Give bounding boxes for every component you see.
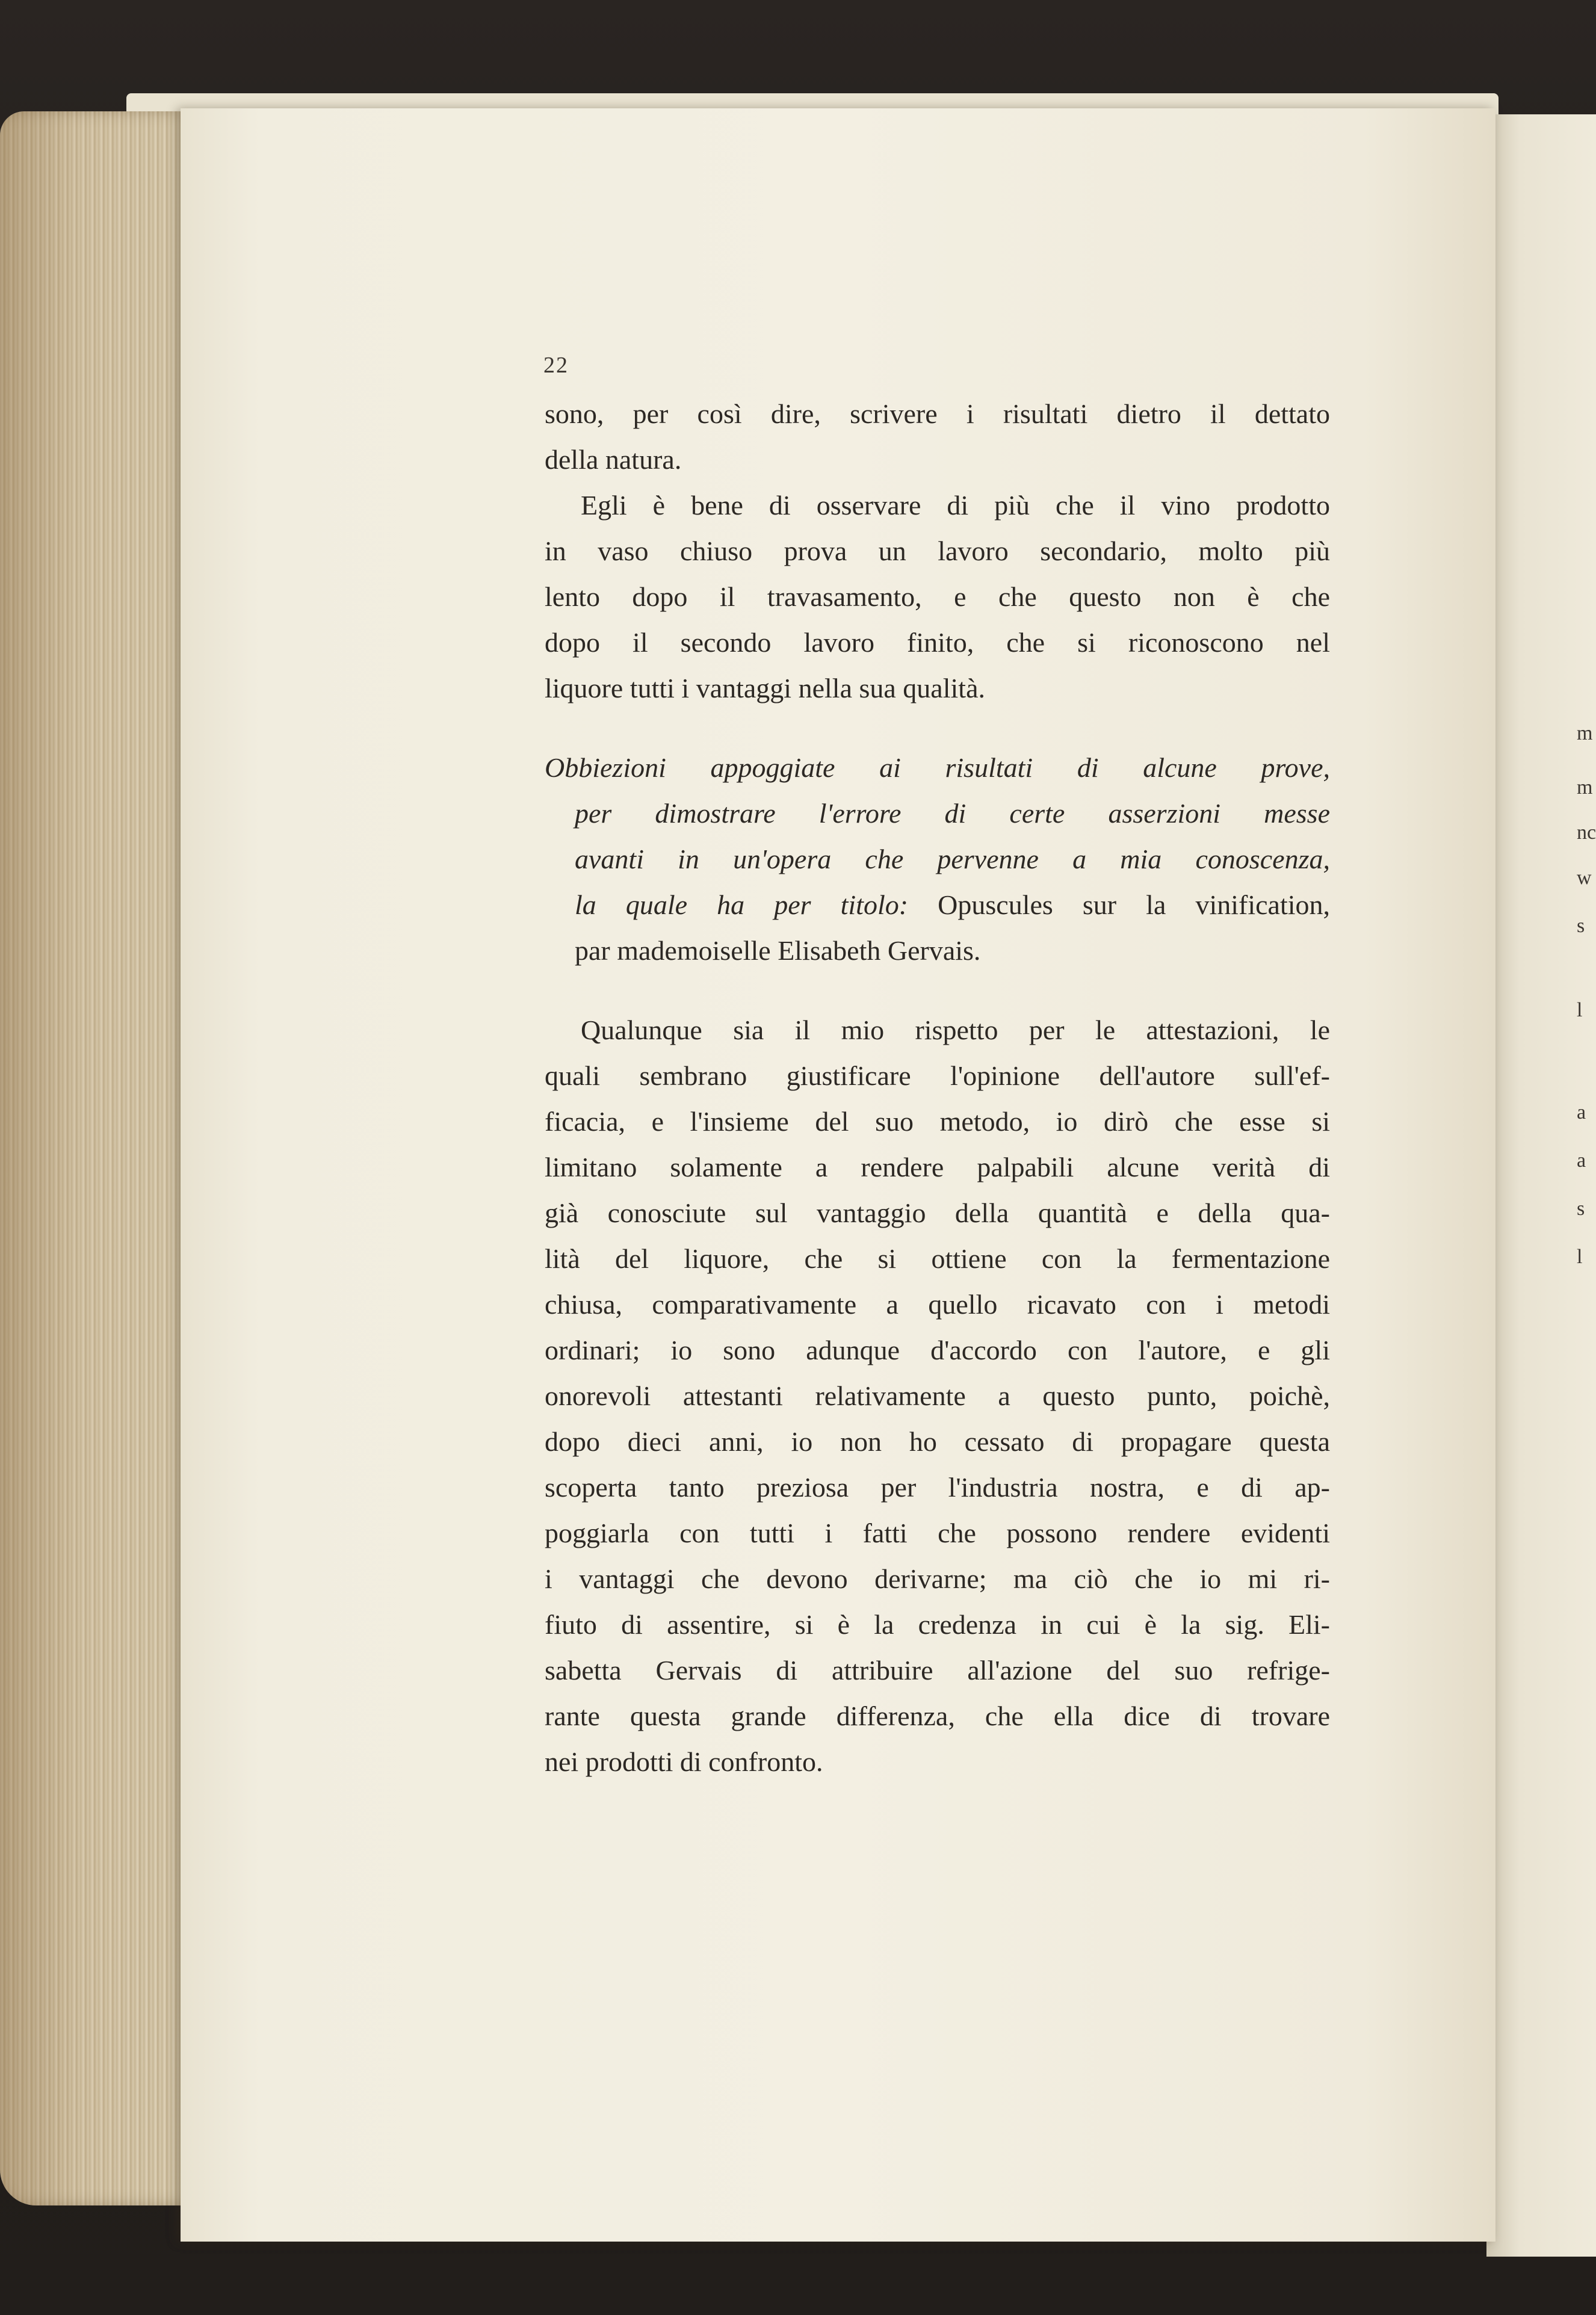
heading-title-part: Opuscules sur la vinification, [938, 889, 1331, 920]
heading-line: avanti in un'opera che pervenne a mia conoscenza, [575, 844, 1330, 874]
text-line: sabetta Gervais di attribuire all'azione del suo refrige- [545, 1655, 1330, 1686]
text-line: quali sembrano giustificare l'opinione dell'autore sull'ef- [545, 1060, 1330, 1091]
text-line: lento dopo il travasamento, e che questo non è che [545, 581, 1330, 612]
book-page-edges [0, 111, 199, 2205]
text-line: onorevoli attestanti relativamente a questo punto, poichè, [545, 1380, 1330, 1411]
text-line: Qualunque sia il mio rispetto per le attestazioni, le [581, 1015, 1330, 1045]
text-line: Egli è bene di osservare di più che il vino prodotto [581, 490, 1330, 521]
heading-line: Obbiezioni appoggiate ai risultati di alcune prove, [545, 752, 1330, 783]
text-line: rante questa grande differenza, che ella dice di trovare [545, 1701, 1330, 1731]
text-line: in vaso chiuso prova un lavoro secondario, molto più [545, 536, 1330, 566]
facing-page [1486, 114, 1596, 2257]
text-line: i vantaggi che devono derivarne; ma ciò che io mi ri- [545, 1563, 1330, 1594]
text-line: della natura. [545, 444, 682, 475]
text-line: liquore tutti i vantaggi nella sua qualità. [545, 673, 985, 703]
text-line: ficacia, e l'insieme del suo metodo, io dirò che esse si [545, 1106, 1330, 1137]
facing-page-fragment: s [1577, 1198, 1585, 1220]
text-line: già conosciute sul vantaggio della quantità e della qua- [545, 1198, 1330, 1228]
page-number: 22 [543, 353, 569, 378]
text-line: nei prodotti di confronto. [545, 1746, 823, 1777]
facing-page-fragment: m [1577, 776, 1593, 799]
heading-line: par mademoiselle Elisabeth Gervais. [575, 935, 981, 966]
facing-page-fragment: l [1577, 1246, 1583, 1268]
text-line: lità del liquore, che si ottiene con la fermentazione [545, 1243, 1330, 1274]
text-line: sono, per così dire, scrivere i risultati dietro il dettato [545, 398, 1330, 429]
facing-page-fragment: a [1577, 1149, 1586, 1172]
text-line: dopo il secondo lavoro finito, che si riconoscono nel [545, 627, 1330, 658]
facing-page-fragment: s [1577, 915, 1585, 937]
facing-page-fragment: nc [1577, 821, 1596, 844]
facing-page-fragment: m [1577, 722, 1593, 744]
heading-line: per dimostrare l'errore di certe asserzioni messe [575, 798, 1330, 829]
text-line: dopo dieci anni, io non ho cessato di propagare questa [545, 1426, 1330, 1457]
heading-line [545, 882, 1330, 928]
facing-page-fragment: w [1577, 867, 1592, 889]
text-line: scoperta tanto preziosa per l'industria nostra, e di ap- [545, 1472, 1330, 1503]
page-text [545, 391, 1330, 1785]
facing-page-fragment: l [1577, 999, 1583, 1021]
text-line: chiusa, comparativamente a quello ricavato con i metodi [545, 1289, 1330, 1320]
text-line: poggiarla con tutti i fatti che possono rendere evidenti [545, 1518, 1330, 1548]
text-line: limitano solamente a rendere palpabili alcune verità di [545, 1152, 1330, 1182]
text-line: fiuto di assentire, si è la credenza in cui è la sig. Eli- [545, 1609, 1330, 1640]
heading-italic-part: la quale ha per titolo: [575, 889, 909, 920]
text-line: ordinari; io sono adunque d'accordo con l'autore, e gli [545, 1335, 1330, 1365]
facing-page-fragment: a [1577, 1101, 1586, 1124]
